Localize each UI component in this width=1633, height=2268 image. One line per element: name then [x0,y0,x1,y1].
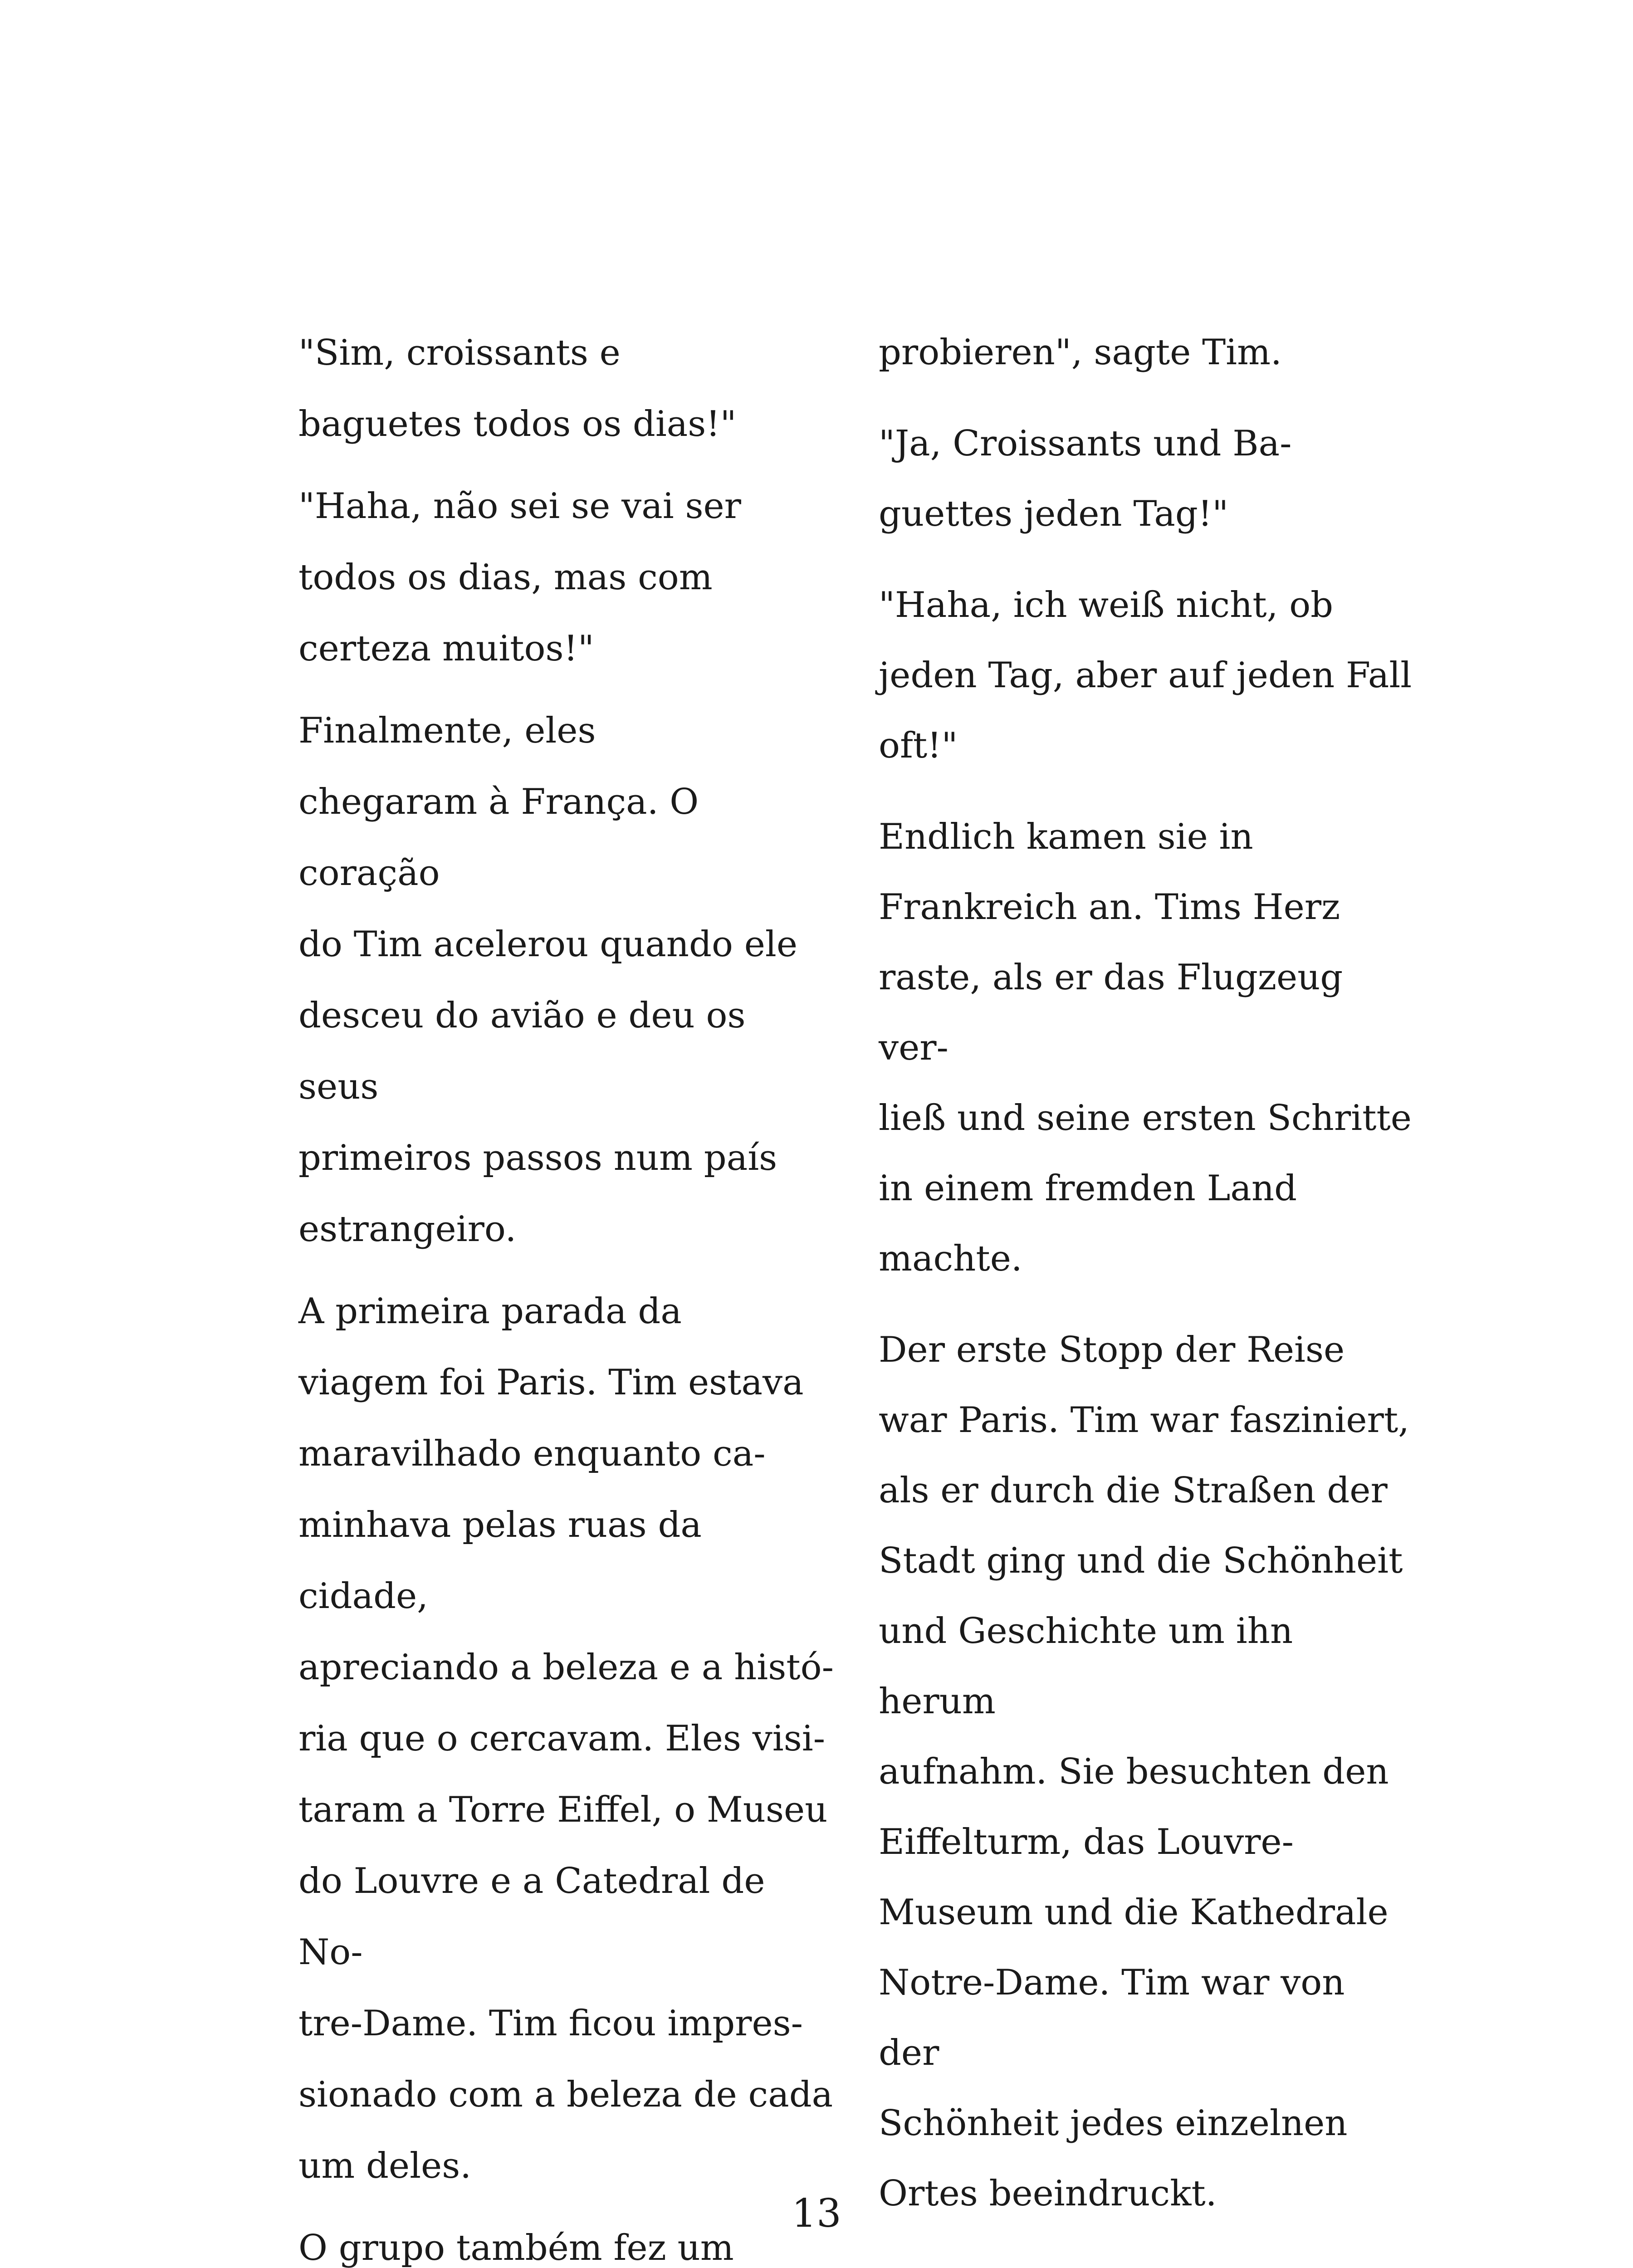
paragraph: "Haha, ich weiß nicht, ob jeden Tag, aber auf jeden Fall oft!" [879,585,1412,766]
paragraph: "Haha, não sei se vai ser todos os dias, mas com certeza muitos!" [298,486,741,669]
paragraph: "Sim, croissants e baguetes todos os dias!" [298,332,737,445]
paragraph: "Ja, Croissants und Ba- guettes jeden Tag!" [879,423,1292,534]
paragraph: O grupo também fez um [298,2228,734,2268]
paragraph: Finalmente, eles chegaram à França. O coração do Tim acelerou quando ele desceu do avião e deu os seus primeiros passos num país estrangeiro. [298,710,797,1250]
paragraph: Der erste Stopp der Reise war Paris. Tim war fasziniert, als er durch die Straßen der Stadt ging und die Schönheit und Geschichte um ihn herum aufnahm. Sie besuchten den Eiffelturm, das Louvre- Museum und die Kathedrale Notre-Dame. Tim war von der Schönheit jedes einzelnen Ortes beeindruckt. [879,1330,1409,2214]
paragraph: probieren", sagte Tim. [879,332,1282,373]
page-number: 13 [792,2191,841,2236]
left-column-portuguese [298,318,834,2268]
right-column-german [879,318,1414,2250]
paragraph: Endlich kamen sie in Frankreich an. Tims Herz raste, als er das Flugzeug ver- ließ und seine ersten Schritte in einem fremden Land machte. [879,816,1412,1279]
bat-icon [769,2263,941,2268]
paragraph: A primeira parada da viagem foi Paris. Tim estava maravilhado enquanto ca- minhava pelas ruas da cidade, apreciando a beleza e a histó- ria que o cercavam. Eles visi- taram a Torre Eiffel, o Museu do Louvre e a Catedral de No- tre-Dame. Tim ficou impres- sionado com a beleza de cada um deles. [298,1291,834,2186]
